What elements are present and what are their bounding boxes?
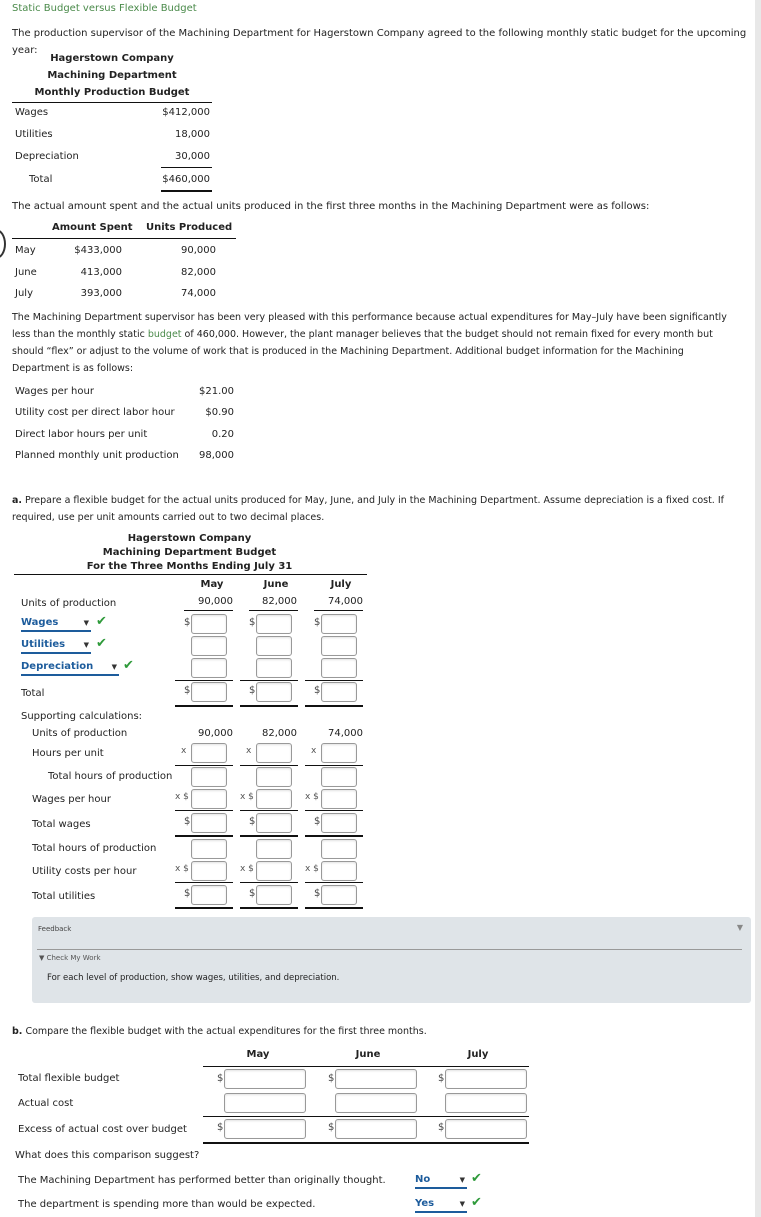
scrollbar[interactable]	[755, 0, 761, 1217]
static-row-label: Depreciation	[15, 151, 79, 162]
utility-per-hour-july-input[interactable]	[321, 861, 357, 881]
b-flex-july-input[interactable]	[445, 1069, 527, 1089]
times-dollar-sign: x $	[175, 864, 189, 874]
header-amount-spent: Amount Spent	[52, 222, 133, 233]
actual-month: July	[15, 288, 33, 299]
utility-per-hour-june-input[interactable]	[256, 861, 292, 881]
part-a-line	[12, 492, 752, 509]
paragraph-line: should “flex” or adjust to the volume of work that is produced in the Machining Department. Additional budget information for the Machining	[12, 346, 684, 357]
times-sign: x	[311, 746, 317, 756]
depreciation-july-input[interactable]	[321, 658, 357, 678]
select-value: Utilities	[21, 639, 66, 650]
actual-spent: 393,000	[80, 288, 122, 299]
text: less than the monthly static	[12, 329, 148, 340]
utilities-may-input[interactable]	[191, 636, 227, 656]
dollar-sign: $	[314, 617, 321, 628]
hours-per-unit-label: Hours per unit	[32, 748, 104, 759]
heading-company: Hagerstown Company	[127, 533, 252, 544]
units-july: 74,000	[328, 596, 363, 607]
times-sign: x	[181, 746, 187, 756]
text: of 460,000. However, the plant manager believes that the budget should not remain fixed for every month but	[181, 329, 713, 340]
feedback-divider	[37, 949, 742, 950]
actual-intro-text: The actual amount spent and the actual units produced in the first three months in the Machining Department were as follows:	[12, 201, 650, 212]
statement-text: The department is spending more than would be expected.	[18, 1199, 316, 1210]
actual-month: June	[15, 267, 37, 278]
feedback-toggle-icon[interactable]: ▼	[736, 923, 743, 932]
static-row-value: 30,000	[175, 151, 210, 162]
support-units-july: 74,000	[328, 728, 363, 739]
part-a-prefix: a.	[12, 495, 23, 506]
dollar-sign: $	[249, 617, 256, 628]
page-title: Static Budget versus Flexible Budget	[12, 3, 197, 14]
dropdown-arrow-icon: ▼	[459, 1176, 465, 1184]
dollar-sign: $	[314, 888, 321, 899]
b-actual-june-input[interactable]	[335, 1093, 417, 1113]
total-may-input[interactable]	[191, 682, 227, 702]
total-hours-may-input[interactable]	[191, 767, 227, 787]
dollar-sign: $	[438, 1122, 445, 1133]
b-excess-july-input[interactable]	[445, 1119, 527, 1139]
dollar-sign: $	[328, 1122, 335, 1133]
total-utilities-july-input[interactable]	[321, 885, 357, 905]
select-value: Yes	[415, 1198, 435, 1209]
utility-per-hour-label: Utility costs per hour	[32, 866, 137, 877]
info-label: Utility cost per direct labor hour	[15, 407, 175, 418]
supporting-heading: Supporting calculations:	[21, 711, 143, 722]
utility-per-hour-may-input[interactable]	[191, 861, 227, 881]
depreciation-june-input[interactable]	[256, 658, 292, 678]
intro-text: The production supervisor of the Machining Department for Hagerstown Company agreed to the following monthly static budget for the upcoming year:	[12, 28, 747, 56]
times-dollar-sign: x $	[175, 792, 189, 802]
dollar-sign: $	[217, 1073, 224, 1084]
dollar-sign: $	[328, 1073, 335, 1084]
check-my-work-toggle[interactable]: ▼ Check My Work	[39, 954, 101, 962]
partial-circle-decoration	[0, 229, 6, 259]
select-value: Depreciation	[21, 661, 94, 672]
static-budget-heading	[12, 50, 212, 101]
times-dollar-sign: x $	[305, 864, 319, 874]
text: Compare the flexible budget with the actual expenditures for the first three months.	[22, 1026, 427, 1037]
total-hours-label-2: Total hours of production	[32, 843, 157, 854]
heading-budget: Monthly Production Budget	[34, 87, 190, 98]
part-b-prefix: b.	[12, 1026, 23, 1037]
b-actual-may-input[interactable]	[224, 1093, 306, 1113]
dropdown-arrow-icon: ▼	[83, 619, 89, 627]
b-excess-june-input[interactable]	[335, 1119, 417, 1139]
info-label: Wages per hour	[15, 386, 94, 397]
b-row-label: Excess of actual cost over budget	[18, 1124, 187, 1135]
wages-per-hour-may-input[interactable]	[191, 789, 227, 809]
total-utilities-june-input[interactable]	[256, 885, 292, 905]
info-value: $21.00	[199, 386, 234, 397]
actual-month: May	[15, 245, 36, 256]
times-dollar-sign: x $	[305, 792, 319, 802]
times-sign: x	[246, 746, 252, 756]
total-hours-june-input[interactable]	[256, 767, 292, 787]
wages-july-input[interactable]	[321, 614, 357, 634]
text: Prepare a flexible budget for the actual units produced for May, June, and July in the Machining Department. Assume depreciation is a fixed cost. If	[22, 495, 724, 506]
static-row-label: Wages	[15, 107, 49, 118]
info-value: 0.20	[211, 429, 234, 440]
support-units-label: Units of production	[32, 728, 128, 739]
expense-select-1[interactable]	[21, 617, 91, 632]
checkmark-icon: ✔	[471, 1195, 482, 1210]
static-total-label: Total	[29, 174, 53, 185]
actual-spent: $433,000	[74, 245, 122, 256]
dollar-sign: $	[249, 816, 256, 827]
depreciation-may-input[interactable]	[191, 658, 227, 678]
dropdown-arrow-icon: ▼	[459, 1200, 465, 1208]
part-a-instructions	[12, 492, 752, 526]
dollar-sign: $	[438, 1073, 445, 1084]
expense-select-3[interactable]	[21, 661, 119, 676]
dropdown-arrow-icon: ▼	[111, 663, 117, 671]
wages-per-hour-july-input[interactable]	[321, 789, 357, 809]
static-row-value: $412,000	[162, 107, 210, 118]
units-may: 90,000	[198, 596, 233, 607]
paragraph-line	[12, 326, 747, 343]
paragraph-line: Department is as follows:	[12, 363, 134, 374]
dollar-sign: $	[217, 1122, 224, 1133]
dropdown-arrow-icon: ▼	[83, 641, 89, 649]
dollar-sign: $	[184, 888, 191, 899]
total-hours2-june-input[interactable]	[256, 839, 292, 859]
total-label: Total	[21, 688, 45, 699]
description-paragraph	[12, 309, 747, 377]
feedback-message: For each level of production, show wages, utilities, and depreciation.	[47, 973, 340, 983]
total-hours2-may-input[interactable]	[191, 839, 227, 859]
b-actual-july-input[interactable]	[445, 1093, 527, 1113]
total-utilities-may-input[interactable]	[191, 885, 227, 905]
statement-1-select[interactable]	[415, 1174, 467, 1189]
dollar-sign: $	[184, 617, 191, 628]
actual-units: 90,000	[181, 245, 216, 256]
units-label: Units of production	[21, 598, 117, 609]
static-row-label: Utilities	[15, 129, 53, 140]
total-wages-july-input[interactable]	[321, 813, 357, 833]
wages-june-input[interactable]	[256, 614, 292, 634]
total-hours-july-input[interactable]	[321, 767, 357, 787]
dollar-sign: $	[184, 685, 191, 696]
b-flex-may-input[interactable]	[224, 1069, 306, 1089]
checkmark-icon: ✔	[96, 636, 107, 651]
wages-may-input[interactable]	[191, 614, 227, 634]
support-units-june: 82,000	[262, 728, 297, 739]
utilities-june-input[interactable]	[256, 636, 292, 656]
b-row-label: Total flexible budget	[18, 1073, 120, 1084]
wages-per-hour-label: Wages per hour	[32, 794, 111, 805]
info-value: $0.90	[205, 407, 234, 418]
actual-units: 82,000	[181, 267, 216, 278]
actual-spent: 413,000	[80, 267, 122, 278]
actual-units: 74,000	[181, 288, 216, 299]
info-value: 98,000	[199, 450, 234, 461]
info-label: Direct labor hours per unit	[15, 429, 148, 440]
b-month-july: July	[467, 1049, 489, 1060]
select-value: Wages	[21, 617, 59, 628]
heading-period: For the Three Months Ending July 31	[86, 561, 293, 572]
total-july-input[interactable]	[321, 682, 357, 702]
b-flex-june-input[interactable]	[335, 1069, 417, 1089]
times-dollar-sign: x $	[240, 864, 254, 874]
b-month-june: June	[355, 1049, 381, 1060]
static-row-value: 18,000	[175, 129, 210, 140]
b-month-may: May	[246, 1049, 270, 1060]
part-a-line: required, use per unit amounts carried out to two decimal places.	[12, 512, 325, 523]
units-june: 82,000	[262, 596, 297, 607]
b-row-label: Actual cost	[18, 1098, 74, 1109]
month-header-may: May	[200, 579, 224, 590]
dollar-sign: $	[314, 685, 321, 696]
total-june-input[interactable]	[256, 682, 292, 702]
hours-per-unit-july-input[interactable]	[321, 743, 357, 763]
b-excess-may-input[interactable]	[224, 1119, 306, 1139]
utilities-july-input[interactable]	[321, 636, 357, 656]
checkmark-icon: ✔	[96, 614, 107, 629]
select-value: No	[415, 1174, 431, 1185]
total-wages-may-input[interactable]	[191, 813, 227, 833]
expense-select-2[interactable]	[21, 639, 91, 654]
heading-department: Machining Department	[47, 70, 177, 81]
budget-link[interactable]: budget	[147, 329, 182, 340]
dollar-sign: $	[249, 888, 256, 899]
dollar-sign: $	[184, 816, 191, 827]
paragraph-line: The Machining Department supervisor has been very pleased with this performance because actual expenditures for May–July have been significantly	[12, 312, 727, 323]
static-total-value: $460,000	[162, 174, 210, 185]
total-wages-label: Total wages	[32, 819, 91, 830]
hours-per-unit-june-input[interactable]	[256, 743, 292, 763]
part-b-instructions	[12, 1023, 427, 1040]
total-wages-june-input[interactable]	[256, 813, 292, 833]
total-hours-label: Total hours of production	[48, 771, 173, 782]
month-header-june: June	[263, 579, 289, 590]
info-label: Planned monthly unit production	[15, 450, 179, 461]
heading-company: Hagerstown Company	[50, 53, 174, 64]
header-units-produced: Units Produced	[146, 222, 233, 233]
dollar-sign: $	[249, 685, 256, 696]
total-hours2-july-input[interactable]	[321, 839, 357, 859]
comparison-question: What does this comparison suggest?	[15, 1150, 200, 1161]
hours-per-unit-may-input[interactable]	[191, 743, 227, 763]
support-units-may: 90,000	[198, 728, 233, 739]
wages-per-hour-june-input[interactable]	[256, 789, 292, 809]
total-utilities-label: Total utilities	[32, 891, 96, 902]
heading-department: Machining Department Budget	[102, 547, 277, 558]
statement-text: The Machining Department has performed better than originally thought.	[18, 1175, 386, 1186]
checkmark-icon: ✔	[123, 658, 134, 673]
flex-budget-heading	[12, 532, 367, 574]
month-header-july: July	[330, 579, 352, 590]
feedback-panel	[32, 917, 751, 1003]
statement-2-select[interactable]	[415, 1198, 467, 1213]
times-dollar-sign: x $	[240, 792, 254, 802]
feedback-label: Feedback	[38, 925, 72, 933]
dollar-sign: $	[314, 816, 321, 827]
checkmark-icon: ✔	[471, 1171, 482, 1186]
